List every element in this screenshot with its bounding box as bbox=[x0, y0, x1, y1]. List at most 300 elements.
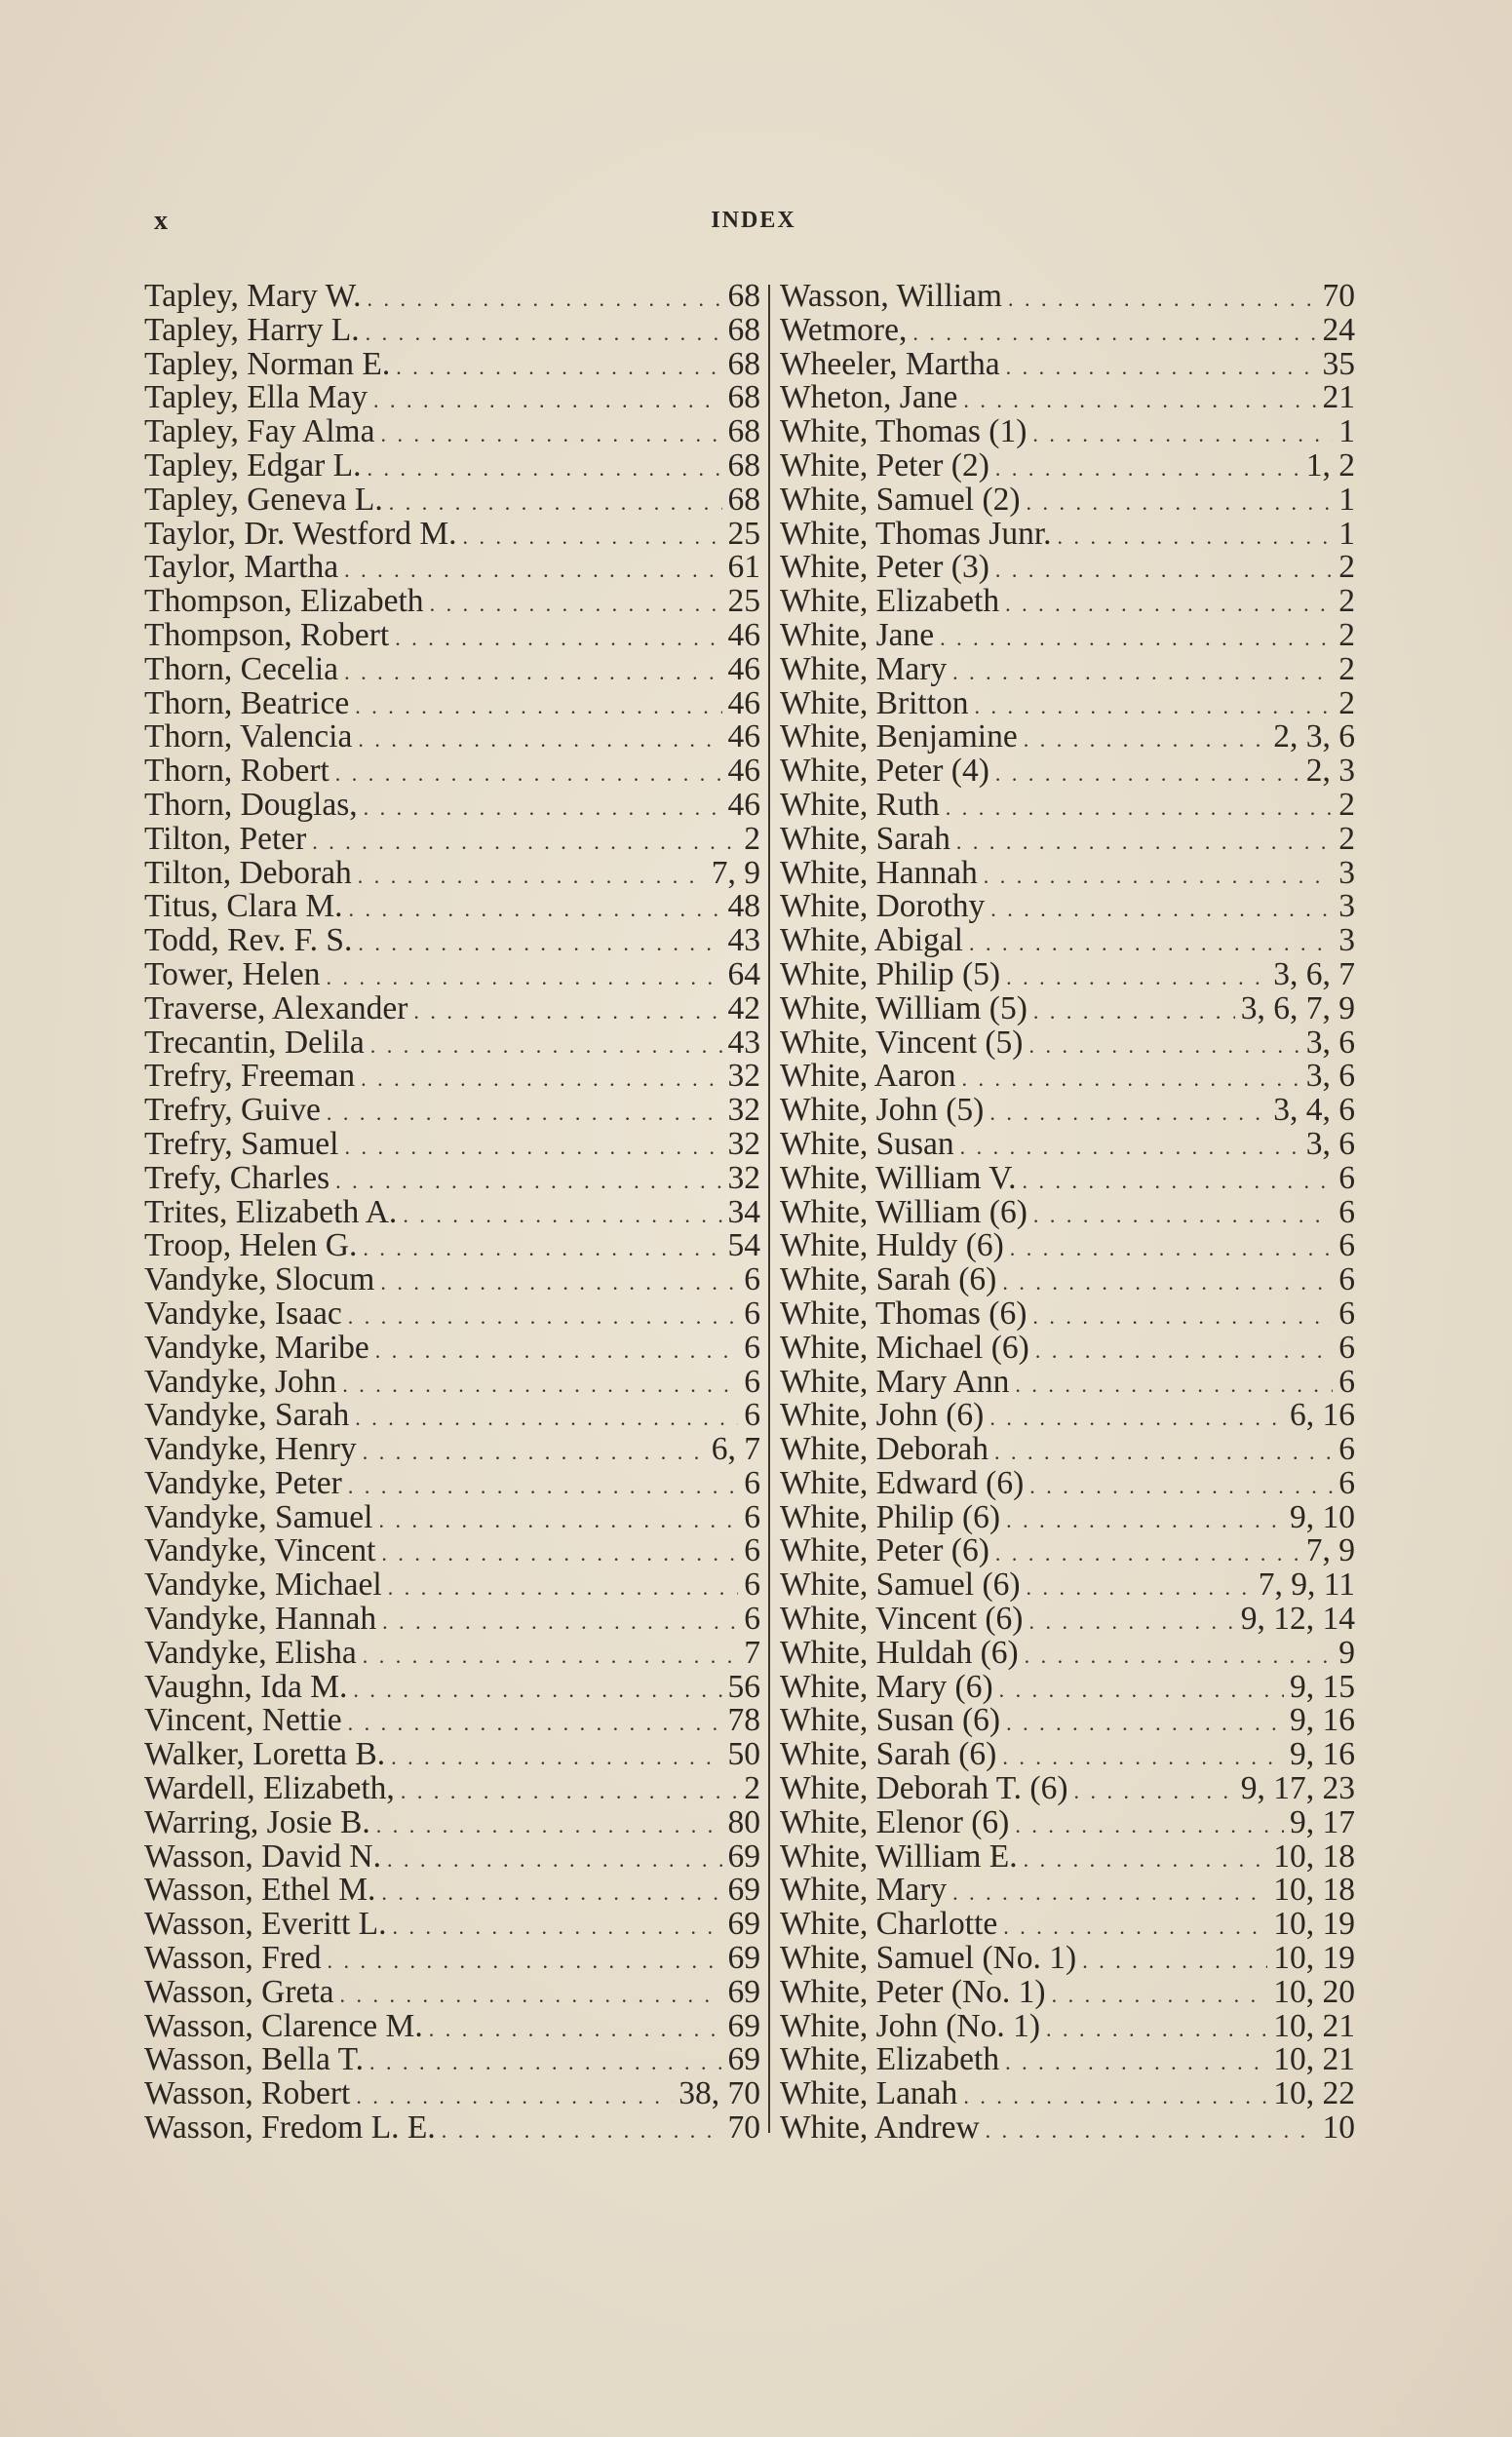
entry-name: White, Sarah (6) bbox=[780, 1736, 997, 1773]
index-entry bbox=[144, 1568, 760, 1603]
index-entry bbox=[144, 1803, 760, 1840]
index-entry bbox=[780, 1498, 1355, 1535]
column-divider bbox=[768, 285, 770, 2133]
index-entry bbox=[780, 1534, 1355, 1568]
entry-pages: 61 bbox=[727, 549, 760, 586]
entry-pages: 2 bbox=[1338, 820, 1355, 857]
dot-leader bbox=[368, 280, 722, 317]
entry-name: Thorn, Douglas, bbox=[144, 786, 358, 823]
index-entry bbox=[144, 585, 760, 619]
dot-leader bbox=[995, 551, 1333, 588]
index-entry bbox=[144, 684, 760, 721]
entry-name: White, Samuel (6) bbox=[780, 1567, 1021, 1604]
dot-leader bbox=[370, 1026, 722, 1064]
dot-leader bbox=[373, 381, 722, 418]
dot-leader bbox=[1002, 1263, 1333, 1300]
dot-leader bbox=[403, 1196, 721, 1233]
dot-leader bbox=[381, 1534, 738, 1571]
entry-name: White, Abigal bbox=[780, 922, 963, 959]
entry-name: White, Susan bbox=[780, 1125, 954, 1162]
index-entry bbox=[780, 1603, 1355, 1637]
entry-pages: 9, 17, 23 bbox=[1240, 1770, 1355, 1807]
dot-leader bbox=[381, 1874, 721, 1911]
entry-pages: 6 bbox=[744, 1397, 760, 1434]
entry-name: Thorn, Beatrice bbox=[144, 684, 350, 721]
entry-name: Vandyke, Slocum bbox=[144, 1261, 375, 1298]
index-entry bbox=[780, 1094, 1355, 1128]
index-entry bbox=[780, 381, 1355, 415]
index-entry bbox=[144, 515, 760, 552]
entry-pages: 48 bbox=[727, 888, 760, 925]
index-entry bbox=[780, 2007, 1355, 2044]
dot-leader bbox=[327, 1094, 722, 1131]
dot-leader bbox=[380, 415, 721, 452]
entry-pages: 7 bbox=[744, 1634, 760, 1671]
index-entry bbox=[780, 1837, 1355, 1875]
entry-name: Vandyke, Henry bbox=[144, 1431, 357, 1468]
entry-pages: 6, 7 bbox=[711, 1431, 760, 1468]
entry-name: White, Samuel (2) bbox=[780, 481, 1021, 518]
entry-name: White, Britton bbox=[780, 684, 969, 721]
entry-name: White, Charlotte bbox=[780, 1906, 998, 1943]
index-entry bbox=[144, 650, 760, 687]
index-entry bbox=[144, 551, 760, 585]
entry-pages: 69 bbox=[727, 2007, 760, 2044]
entry-pages: 50 bbox=[727, 1736, 760, 1773]
entry-pages: 1, 2 bbox=[1305, 446, 1355, 484]
index-entry bbox=[780, 1329, 1355, 1366]
index-entry bbox=[780, 1363, 1355, 1400]
index-entry bbox=[144, 1060, 760, 1094]
entry-pages: 6 bbox=[1338, 1295, 1355, 1332]
entry-pages: 6 bbox=[1338, 1261, 1355, 1298]
entry-name: White, Elizabeth bbox=[780, 583, 1000, 620]
entry-name: Wasson, Clarence M. bbox=[144, 2007, 423, 2044]
dot-leader bbox=[1028, 1603, 1234, 1640]
entry-name: Wasson, Ethel M. bbox=[144, 1872, 376, 1909]
dot-leader bbox=[952, 1874, 1267, 1911]
entry-name: Thompson, Robert bbox=[144, 616, 390, 653]
entry-name: Wasson, William bbox=[780, 278, 1002, 314]
dot-leader bbox=[1005, 585, 1333, 622]
entry-name: White, John (6) bbox=[780, 1397, 985, 1434]
entry-pages: 68 bbox=[727, 481, 760, 518]
entry-pages: 68 bbox=[727, 311, 760, 348]
dot-leader bbox=[342, 1366, 738, 1403]
index-entry bbox=[144, 720, 760, 754]
index-entry bbox=[780, 481, 1355, 518]
dot-leader bbox=[363, 1229, 721, 1266]
entry-pages: 46 bbox=[727, 753, 760, 790]
entry-name: Vandyke, Michael bbox=[144, 1567, 382, 1604]
entry-pages: 9, 16 bbox=[1290, 1736, 1355, 1773]
entry-pages: 68 bbox=[727, 278, 760, 314]
dot-leader bbox=[348, 1467, 738, 1504]
entry-pages: 2, 3 bbox=[1305, 753, 1355, 790]
entry-name: Tapley, Fay Alma bbox=[144, 413, 375, 450]
index-entry bbox=[780, 585, 1355, 619]
entry-pages: 6 bbox=[1338, 1193, 1355, 1230]
entry-pages: 10, 18 bbox=[1273, 1837, 1355, 1875]
entry-name: Tapley, Ella May bbox=[144, 379, 368, 416]
index-entry bbox=[144, 2007, 760, 2044]
entry-name: Thorn, Cecelia bbox=[144, 650, 339, 687]
index-entry bbox=[144, 1159, 760, 1196]
entry-name: White, Deborah bbox=[780, 1431, 989, 1468]
entry-name: Vandyke, Isaac bbox=[144, 1295, 342, 1332]
dot-leader bbox=[1032, 415, 1333, 452]
dot-leader bbox=[413, 992, 721, 1029]
entry-pages: 2 bbox=[1338, 684, 1355, 721]
index-entry bbox=[144, 1263, 760, 1297]
entry-pages: 7, 9 bbox=[711, 854, 760, 891]
index-entry bbox=[780, 786, 1355, 823]
page-number: x bbox=[154, 206, 169, 236]
dot-leader bbox=[1058, 518, 1334, 555]
dot-leader bbox=[999, 1671, 1284, 1708]
dot-leader bbox=[1028, 1026, 1299, 1064]
index-entry bbox=[780, 1193, 1355, 1230]
dot-leader bbox=[393, 1908, 722, 1945]
index-entry bbox=[780, 1634, 1355, 1671]
index-entry bbox=[144, 1297, 760, 1332]
index-entry bbox=[780, 551, 1355, 585]
dot-leader bbox=[1052, 1976, 1268, 2013]
entry-name: Wasson, Robert bbox=[144, 2075, 351, 2112]
index-entry bbox=[780, 1803, 1355, 1840]
dot-leader bbox=[1008, 280, 1317, 317]
entry-name: White, Thomas (1) bbox=[780, 413, 1027, 450]
entry-pages: 9, 10 bbox=[1290, 1498, 1355, 1535]
entry-pages: 6 bbox=[1338, 1464, 1355, 1501]
entry-name: Vandyke, Hannah bbox=[144, 1601, 377, 1638]
entry-pages: 32 bbox=[727, 1092, 760, 1129]
entry-name: Traverse, Alexander bbox=[144, 989, 408, 1026]
index-entry bbox=[144, 1668, 760, 1705]
dot-leader bbox=[358, 720, 721, 757]
index-entry bbox=[144, 820, 760, 857]
index-entry bbox=[780, 2111, 1355, 2146]
entry-name: Trefry, Guive bbox=[144, 1092, 321, 1129]
dot-leader bbox=[1024, 1840, 1268, 1877]
dot-leader bbox=[348, 1704, 722, 1741]
dot-leader bbox=[363, 1637, 739, 1674]
dot-leader bbox=[995, 1534, 1300, 1571]
index-entry bbox=[780, 650, 1355, 687]
index-entry bbox=[780, 1738, 1355, 1772]
entry-name: Trefry, Samuel bbox=[144, 1125, 339, 1162]
entry-name: Wasson, Bella T. bbox=[144, 2041, 364, 2078]
index-entry bbox=[144, 1942, 760, 1976]
index-entry bbox=[144, 1363, 760, 1400]
entry-name: Vandyke, John bbox=[144, 1363, 337, 1400]
index-entry bbox=[780, 446, 1355, 484]
entry-pages: 1 bbox=[1338, 515, 1355, 552]
entry-pages: 69 bbox=[727, 1940, 760, 1977]
entry-name: White, Samuel (No. 1) bbox=[780, 1940, 1077, 1977]
dot-leader bbox=[364, 789, 722, 826]
index-entry bbox=[780, 1297, 1355, 1332]
entry-name: White, William (5) bbox=[780, 989, 1027, 1026]
entry-pages: 6, 16 bbox=[1290, 1397, 1355, 1434]
dot-leader bbox=[1033, 1196, 1333, 1233]
dot-leader bbox=[335, 754, 722, 792]
index-entry bbox=[144, 854, 760, 891]
entry-pages: 69 bbox=[727, 1837, 760, 1875]
entry-name: White, Peter (2) bbox=[780, 446, 989, 484]
entry-pages: 3 bbox=[1338, 854, 1355, 891]
index-entry bbox=[780, 1668, 1355, 1705]
dot-leader bbox=[1033, 992, 1235, 1029]
entry-pages: 3, 6, 7 bbox=[1273, 955, 1355, 992]
entry-pages: 6 bbox=[1338, 1363, 1355, 1400]
entry-pages: 6 bbox=[744, 1532, 760, 1569]
entry-pages: 3, 6 bbox=[1305, 1058, 1355, 1095]
dot-leader bbox=[442, 2111, 722, 2148]
entry-name: White, Elenor (6) bbox=[780, 1803, 1010, 1840]
entry-name: White, Susan (6) bbox=[780, 1702, 1001, 1739]
entry-pages: 10, 19 bbox=[1273, 1906, 1355, 1943]
dot-leader bbox=[366, 314, 722, 351]
index-entry bbox=[144, 1125, 760, 1162]
entry-name: White, Hannah bbox=[780, 854, 978, 891]
entry-pages: 34 bbox=[727, 1193, 760, 1230]
index-entry bbox=[144, 754, 760, 789]
entry-pages: 42 bbox=[727, 989, 760, 1026]
entry-pages: 68 bbox=[727, 413, 760, 450]
entry-pages: 78 bbox=[727, 1702, 760, 1739]
entry-name: Taylor, Dr. Westford M. bbox=[144, 515, 457, 552]
dot-leader bbox=[363, 1433, 706, 1470]
entry-name: Vandyke, Maribe bbox=[144, 1329, 369, 1366]
index-entry bbox=[780, 684, 1355, 721]
dot-leader bbox=[986, 2111, 1317, 2148]
entry-name: Wasson, Fred bbox=[144, 1940, 322, 1977]
entry-name: Wasson, David N. bbox=[144, 1837, 381, 1875]
dot-leader bbox=[1027, 1568, 1253, 1605]
entry-name: White, Huldah (6) bbox=[780, 1634, 1019, 1671]
index-entry bbox=[780, 1060, 1355, 1094]
index-entry bbox=[780, 1874, 1355, 1908]
index-entry bbox=[144, 2043, 760, 2077]
entry-name: Tilton, Peter bbox=[144, 820, 307, 857]
index-entry bbox=[144, 1229, 760, 1263]
dot-leader bbox=[401, 1772, 738, 1809]
entry-pages: 9 bbox=[1338, 1634, 1355, 1671]
entry-pages: 6 bbox=[1338, 1329, 1355, 1366]
entry-name: Tapley, Mary W. bbox=[144, 278, 362, 314]
index-entry bbox=[780, 754, 1355, 789]
index-entry bbox=[780, 1229, 1355, 1263]
index-entry bbox=[780, 1125, 1355, 1162]
entry-pages: 2 bbox=[1338, 650, 1355, 687]
index-entry bbox=[780, 820, 1355, 857]
index-entry bbox=[144, 1193, 760, 1230]
index-entry bbox=[780, 616, 1355, 653]
entry-pages: 35 bbox=[1322, 345, 1355, 382]
index-entry bbox=[144, 890, 760, 924]
dot-leader bbox=[1074, 1772, 1235, 1809]
entry-pages: 43 bbox=[727, 1024, 760, 1061]
entry-pages: 9, 12, 14 bbox=[1240, 1601, 1355, 1638]
index-entry bbox=[780, 2077, 1355, 2111]
dot-leader bbox=[1032, 1297, 1333, 1335]
entry-name: Vandyke, Samuel bbox=[144, 1498, 373, 1535]
entry-name: Trefy, Charles bbox=[144, 1159, 330, 1196]
entry-name: White, Peter (3) bbox=[780, 549, 989, 586]
dot-leader bbox=[963, 2077, 1267, 2114]
entry-name: Trefry, Freeman bbox=[144, 1058, 356, 1095]
entry-name: White, Benjamine bbox=[780, 718, 1018, 755]
entry-pages: 70 bbox=[727, 2109, 760, 2147]
dot-leader bbox=[1006, 1501, 1284, 1538]
entry-pages: 1 bbox=[1338, 413, 1355, 450]
index-entry bbox=[144, 989, 760, 1026]
index-entry bbox=[780, 280, 1355, 314]
entry-name: White, Dorothy bbox=[780, 888, 986, 925]
dot-leader bbox=[1027, 484, 1334, 521]
index-entry bbox=[780, 955, 1355, 992]
entry-pages: 56 bbox=[727, 1668, 760, 1705]
index-entry bbox=[780, 890, 1355, 924]
dot-leader bbox=[340, 1976, 722, 2013]
index-entry bbox=[144, 1837, 760, 1875]
entry-pages: 6 bbox=[744, 1567, 760, 1604]
entry-name: White, Vincent (5) bbox=[780, 1024, 1024, 1061]
entry-pages: 2 bbox=[744, 1770, 760, 1807]
index-column-left bbox=[144, 280, 760, 2146]
entry-pages: 7, 9, 11 bbox=[1258, 1567, 1355, 1604]
dot-leader bbox=[376, 1806, 722, 1843]
entry-pages: 38, 70 bbox=[678, 2075, 760, 2112]
entry-name: White, John (No. 1) bbox=[780, 2007, 1041, 2044]
entry-name: White, William (6) bbox=[780, 1193, 1027, 1230]
index-entry bbox=[780, 720, 1355, 754]
entry-pages: 3, 6 bbox=[1305, 1024, 1355, 1061]
entry-name: Vaughn, Ida M. bbox=[144, 1668, 348, 1705]
index-entry bbox=[144, 446, 760, 484]
entry-name: Tapley, Geneva L. bbox=[144, 481, 383, 518]
entry-name: Troop, Helen G. bbox=[144, 1227, 358, 1264]
entry-pages: 24 bbox=[1322, 311, 1355, 348]
dot-leader bbox=[358, 857, 706, 894]
entry-name: Thorn, Robert bbox=[144, 753, 330, 790]
entry-pages: 2 bbox=[1338, 549, 1355, 586]
entry-name: Tilton, Deborah bbox=[144, 854, 352, 891]
dot-leader bbox=[984, 857, 1333, 894]
index-entry bbox=[144, 415, 760, 449]
dot-leader bbox=[994, 1433, 1333, 1470]
entry-pages: 10, 21 bbox=[1273, 2007, 1355, 2044]
dot-leader bbox=[358, 924, 721, 961]
dot-leader bbox=[989, 1399, 1284, 1436]
dot-leader bbox=[1025, 1637, 1334, 1674]
entry-pages: 2, 3, 6 bbox=[1273, 718, 1355, 755]
entry-name: Vandyke, Vincent bbox=[144, 1532, 376, 1569]
index-entry bbox=[144, 1329, 760, 1366]
dot-leader bbox=[429, 2010, 722, 2047]
entry-pages: 6 bbox=[744, 1498, 760, 1535]
entry-pages: 10, 20 bbox=[1273, 1973, 1355, 2010]
entry-name: Wetmore, bbox=[780, 311, 908, 348]
index-entry bbox=[144, 1973, 760, 2010]
entry-pages: 6 bbox=[1338, 1159, 1355, 1196]
dot-leader bbox=[355, 687, 721, 724]
dot-leader bbox=[940, 619, 1333, 656]
entry-name: White, Lanah bbox=[780, 2075, 958, 2112]
entry-name: Wheeler, Martha bbox=[780, 345, 1000, 382]
entry-pages: 3, 6 bbox=[1305, 1125, 1355, 1162]
entry-pages: 25 bbox=[727, 515, 760, 552]
entry-name: White, Sarah (6) bbox=[780, 1261, 997, 1298]
index-entry bbox=[144, 1704, 760, 1738]
index-entry bbox=[780, 515, 1355, 552]
entry-name: Todd, Rev. F. S. bbox=[144, 922, 353, 959]
index-entry bbox=[144, 280, 760, 314]
entry-name: Tapley, Edgar L. bbox=[144, 446, 362, 484]
index-entry bbox=[780, 1464, 1355, 1501]
entry-name: White, Thomas (6) bbox=[780, 1295, 1027, 1332]
index-entry bbox=[144, 924, 760, 958]
entry-name: White, Aaron bbox=[780, 1058, 956, 1095]
entry-name: White, William V. bbox=[780, 1159, 1017, 1196]
index-entry bbox=[144, 381, 760, 415]
index-entry bbox=[780, 1942, 1355, 1976]
dot-leader bbox=[387, 1840, 722, 1877]
entry-pages: 68 bbox=[727, 446, 760, 484]
entry-name: White, Mary (6) bbox=[780, 1668, 993, 1705]
entry-name: White, Mary bbox=[780, 650, 948, 687]
entry-pages: 7, 9 bbox=[1305, 1532, 1355, 1569]
entry-name: Tapley, Norman E. bbox=[144, 345, 391, 382]
entry-name: White, Michael (6) bbox=[780, 1329, 1029, 1366]
index-entry bbox=[144, 1874, 760, 1908]
entry-pages: 3, 4, 6 bbox=[1273, 1092, 1355, 1129]
dot-leader bbox=[335, 1162, 721, 1199]
entry-pages: 10, 22 bbox=[1273, 2075, 1355, 2112]
entry-pages: 68 bbox=[727, 345, 760, 382]
entry-pages: 6 bbox=[744, 1601, 760, 1638]
entry-pages: 32 bbox=[727, 1058, 760, 1095]
index-entry bbox=[144, 1026, 760, 1061]
entry-pages: 46 bbox=[727, 786, 760, 823]
entry-name: Warring, Josie B. bbox=[144, 1803, 370, 1840]
entry-name: Thorn, Valencia bbox=[144, 718, 353, 755]
entry-pages: 6 bbox=[744, 1363, 760, 1400]
dot-leader bbox=[344, 653, 721, 690]
entry-pages: 6 bbox=[744, 1464, 760, 1501]
entry-pages: 9, 15 bbox=[1290, 1668, 1355, 1705]
dot-leader bbox=[995, 754, 1300, 792]
entry-pages: 69 bbox=[727, 2041, 760, 2078]
dot-leader bbox=[1015, 1806, 1284, 1843]
index-entry bbox=[780, 1704, 1355, 1738]
dot-leader bbox=[430, 585, 722, 622]
dot-leader bbox=[353, 1671, 721, 1708]
entry-name: White, Peter (6) bbox=[780, 1532, 989, 1569]
dot-leader bbox=[463, 518, 722, 555]
index-entry bbox=[144, 2077, 760, 2111]
entry-pages: 21 bbox=[1322, 379, 1355, 416]
dot-leader bbox=[1024, 720, 1268, 757]
dot-leader bbox=[328, 1942, 722, 1979]
entry-name: Walker, Loretta B. bbox=[144, 1736, 386, 1773]
running-title: INDEX bbox=[711, 208, 796, 233]
entry-name: Vandyke, Elisha bbox=[144, 1634, 357, 1671]
entry-pages: 2 bbox=[1338, 616, 1355, 653]
index-entry bbox=[780, 1568, 1355, 1603]
dot-leader bbox=[912, 314, 1316, 351]
